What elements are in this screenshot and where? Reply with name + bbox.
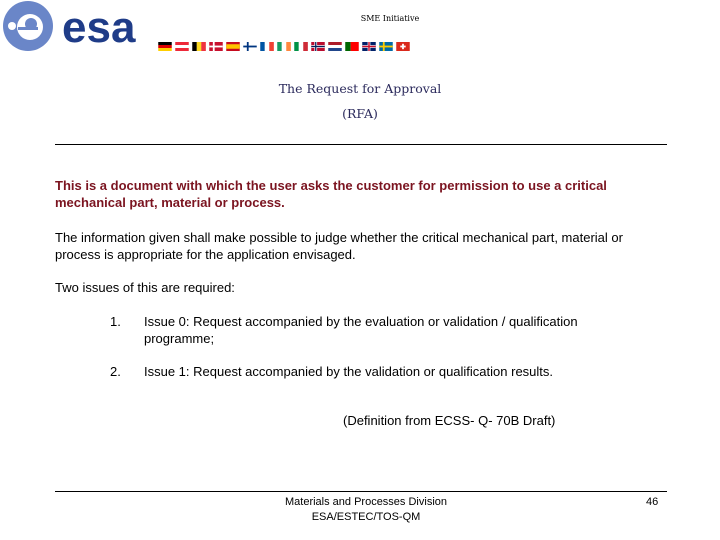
list-item-text: Issue 1: Request accompanied by the validation or qualification results. xyxy=(144,364,554,379)
definition-note: (Definition from ECSS- Q- 70B Draft) xyxy=(343,413,556,428)
initiative-label: SME Initiative xyxy=(360,14,420,23)
spain-flag xyxy=(226,42,240,51)
ireland-flag xyxy=(277,42,291,51)
germany-flag xyxy=(158,42,172,51)
logo-wordmark: esa xyxy=(62,3,136,52)
footer-department: ESA/ESTEC/TOS-QM xyxy=(311,511,421,523)
page-title: The Request for Approval xyxy=(278,81,442,96)
finland-flag xyxy=(243,42,257,51)
member-flags xyxy=(158,42,410,51)
norway-flag xyxy=(311,42,325,51)
italy-flag xyxy=(294,42,308,51)
page-subtitle: (RFA) xyxy=(342,106,378,121)
list-item-number: 1. xyxy=(110,314,121,329)
netherlands-flag xyxy=(328,42,342,51)
page-number: 46 xyxy=(646,496,659,508)
lead-paragraph: This is a document with which the user asks the customer for permission to use a critical mechanical part, material or process. xyxy=(55,178,607,210)
denmark-flag xyxy=(209,42,223,51)
issues-intro: Two issues of this are required: xyxy=(55,280,235,295)
list-item-number: 2. xyxy=(110,364,121,379)
header-divider xyxy=(55,144,667,145)
sweden-flag xyxy=(379,42,393,51)
austria-flag xyxy=(175,42,189,51)
belgium-flag xyxy=(192,42,206,51)
uk-flag xyxy=(362,42,376,51)
france-flag xyxy=(260,42,274,51)
list-item-text: Issue 0: Request accompanied by the evaluation or validation / qualification programme; xyxy=(144,314,578,346)
portugal-flag xyxy=(345,42,359,51)
info-paragraph: The information given shall make possible to judge whether the critical mechanical part, material or process is appropriate for the application envisaged. xyxy=(55,230,623,262)
footer-divider xyxy=(55,491,667,492)
esa-logo xyxy=(0,0,160,56)
footer-division: Materials and Processes Division xyxy=(284,496,447,508)
switzerland-flag xyxy=(396,42,410,51)
